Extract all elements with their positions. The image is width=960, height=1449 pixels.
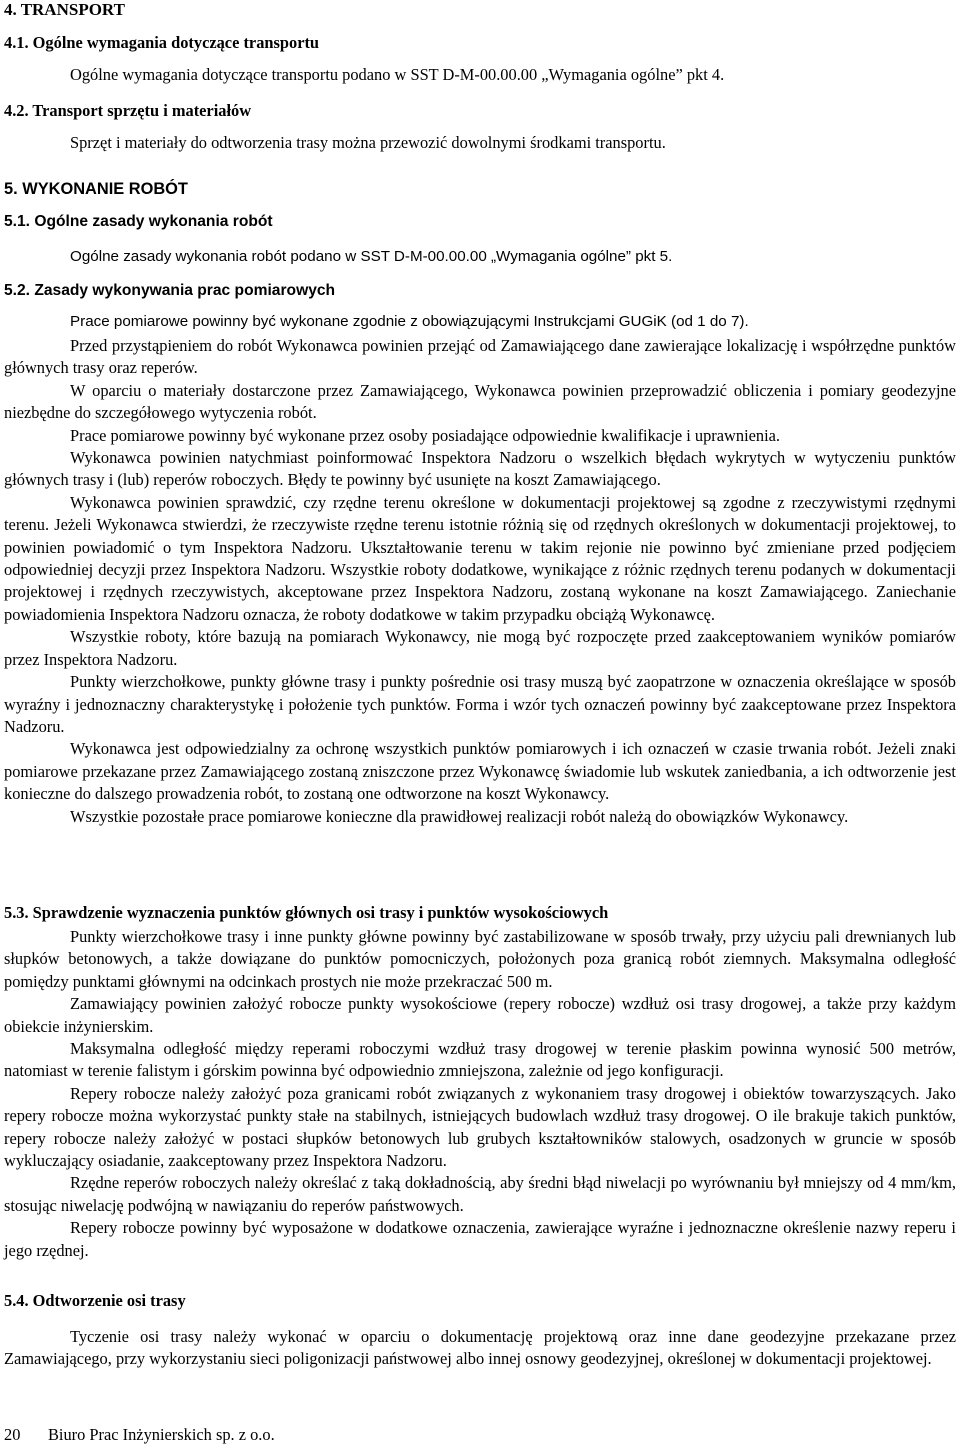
page-number: 20 [4,1425,21,1444]
section-4-1-text: Ogólne wymagania dotyczące transportu podano w SST D-M-00.00.00 „Wymagania ogólne” pkt 4. [70,65,725,84]
paragraph: Wszystkie pozostałe prace pomiarowe konieczne dla prawidłowej realizacji robót należą do obowiązków Wykonawcy. [70,806,849,826]
section-4-2-text: Sprzęt i materiały do odtworzenia trasy można przewozić dowolnymi środkami transportu. [70,133,666,152]
paragraph: Punkty wierzchołkowe, punkty główne trasy i punkty pośrednie osi trasy muszą być zaopatrzone w oznaczenia określające w sposób wyraźny i jednoznaczny charakterystykę i położenie tych punktów. Forma i wzór tych oznaczeń powinny być zaakceptowane przez Inspektora Nadzoru. [4,672,956,736]
section-4-heading: 4. TRANSPORT [4,0,125,19]
paragraph: Punkty wierzchołkowe trasy i inne punkty główne powinny być zastabilizowane w sposób trwały, przy użyciu pali drewnianych lub słupków betonowych, a także dowiązane do punktów pomocniczych, położonych poza granicą robót ziemnych. Maksymalna odległość pomiędzy punktami głównymi na odcinkach prostych nie może przekraczać 500 m. [4,927,956,991]
section-5-1-heading: 5.1. Ogólne zasady wykonania robót [4,213,273,230]
page-footer [4,1424,275,1446]
section-4-1-heading: 4.1. Ogólne wymagania dotyczące transportu [4,33,320,52]
paragraph: Repery robocze powinny być wyposażone w dodatkowe oznaczenia, zawierające wyraźne i jednoznaczne określenie nazwy reperu i jego rzędnej. [4,1218,956,1260]
paragraph: Zamawiający powinien założyć robocze punkty wysokościowe (repery robocze) wzdłuż osi trasy drogowej, a także przy każdym obiekcie inżynierskim. [4,994,956,1036]
section-5-heading: 5. WYKONANIE ROBÓT [4,180,188,198]
paragraph: Wykonawca powinien natychmiast poinformować Inspektora Nadzoru o wszelkich błędach wykrytych w wytyczeniu punktów głównych trasy i (lub) reperów roboczych. Błędy te powinny być usunięte na koszt Zamawiającego. [4,448,956,490]
section-5-4-body [4,1326,956,1371]
footer-company: Biuro Prac Inżynierskich sp. z o.o. [48,1425,275,1444]
section-4-2-heading: 4.2. Transport sprzętu i materiałów [4,101,252,120]
paragraph: Wykonawca jest odpowiedzialny za ochronę wszystkich punktów pomiarowych i ich oznaczeń w czasie trwania robót. Jeżeli znaki pomiarowe przekazane przez Zamawiającego zostaną zniszczone przez Wykonawcę świadomie lub wskutek zaniedbania, a ich odtworzenie jest konieczne do dalszego prowadzenia robót, to zostaną one odtworzone na koszt Wykonawcy. [4,739,956,804]
paragraph: Prace pomiarowe powinny być wykonane przez osoby posiadające odpowiednie kwalifikacje i uprawnienia. [70,425,781,445]
section-5-1-text: Ogólne zasady wykonania robót podano w SST D-M-00.00.00 „Wymagania ogólne” pkt 5. [70,248,673,265]
section-5-2-lead: Prace pomiarowe powinny być wykonane zgodnie z obowiązującymi Instrukcjami GUGiK (od 1 do 7). [70,313,749,330]
paragraph: W oparciu o materiały dostarczone przez Zamawiającego, Wykonawca powinien przeprowadzić obliczenia i pomiary geodezyjne niezbędne do szczegółowego wytyczenia robót. [4,380,956,423]
paragraph: Wykonawca powinien sprawdzić, czy rzędne terenu określone w dokumentacji projektowej są zgodne z rzeczywistymi rzędnymi terenu. Jeżeli Wykonawca stwierdzi, że rzeczywiste rzędne terenu istotnie różnią się od rzędnych określonych w dokumentacji projektowej, to powinien powiadomić o tym Inspektora Nadzoru. Ukształtowanie terenu w takim rejonie nie powinno być zmieniane przed podjęciem odpowiedniej decyzji przez Inspektora Nadzoru. Wszystkie roboty dodatkowe, wynikające z różnic rzędnych terenu podanych w dokumentacji projektowej i rzędnych rzeczywistych, akceptowane przez Inspektora Nadzoru, zostaną wykonane na koszt Zamawiającego. Zaniechanie powiadomienia Inspektora Nadzoru oznacza, że roboty dodatkowe w takim przypadku obciążą Wykonawcę. [4,492,956,624]
paragraph: Przed przystąpieniem do robót Wykonawca powinien przejąć od Zamawiającego dane zawierające lokalizację i współrzędne punktów głównych trasy oraz reperów. [4,336,956,378]
section-5-2-body [4,335,956,828]
paragraph: Repery robocze należy założyć poza granicami robót związanych z wykonaniem trasy drogowej i obiektów towarzyszących. Jako repery robocze można wykorzystać punkty stałe na stabilnych, istniejących budowlach wzdłuż trasy drogowej. O ile brakuje takich punktów, repery robocze należy założyć w postaci słupków betonowych lub grubych kształtowników stalowych, osadzonych w gruncie w sposób wykluczający osiadanie, zaakceptowany przez Inspektora Nadzoru. [4,1083,956,1171]
section-5-4-heading: 5.4. Odtworzenie osi trasy [4,1291,186,1310]
paragraph: Wszystkie roboty, które bazują na pomiarach Wykonawcy, nie mogą być rozpoczęte przed zaakceptowaniem wyników pomiarów przez Inspektora Nadzoru. [4,627,956,669]
paragraph: Maksymalna odległość między reperami roboczymi wzdłuż trasy drogowej w terenie płaskim powinna wynosić 500 metrów, natomiast w terenie falistym i górskim powinna być odpowiednio zmniejszona, zależnie od jego konfiguracji. [4,1039,956,1081]
paragraph: Rzędne reperów roboczych należy określać z taką dokładnością, aby średni błąd niwelacji po wyrównaniu był mniejszy od 4 mm/km, stosując niwelację podwójną w nawiązaniu do reperów państwowych. [4,1173,956,1215]
section-5-3-heading: 5.3. Sprawdzenie wyznaczenia punktów głównych osi trasy i punktów wysokościowych [4,903,609,922]
section-5-3-body [4,926,956,1262]
paragraph: Tyczenie osi trasy należy wykonać w oparciu o dokumentację projektową oraz inne dane geodezyjne przekazane przez Zamawiającego, przy wykorzystaniu sieci poligonizacji państwowej albo innej osnowy geodezyjnej, określonej w dokumentacji projektowej. [4,1327,956,1369]
section-5-2-heading: 5.2. Zasady wykonywania prac pomiarowych [4,282,336,299]
